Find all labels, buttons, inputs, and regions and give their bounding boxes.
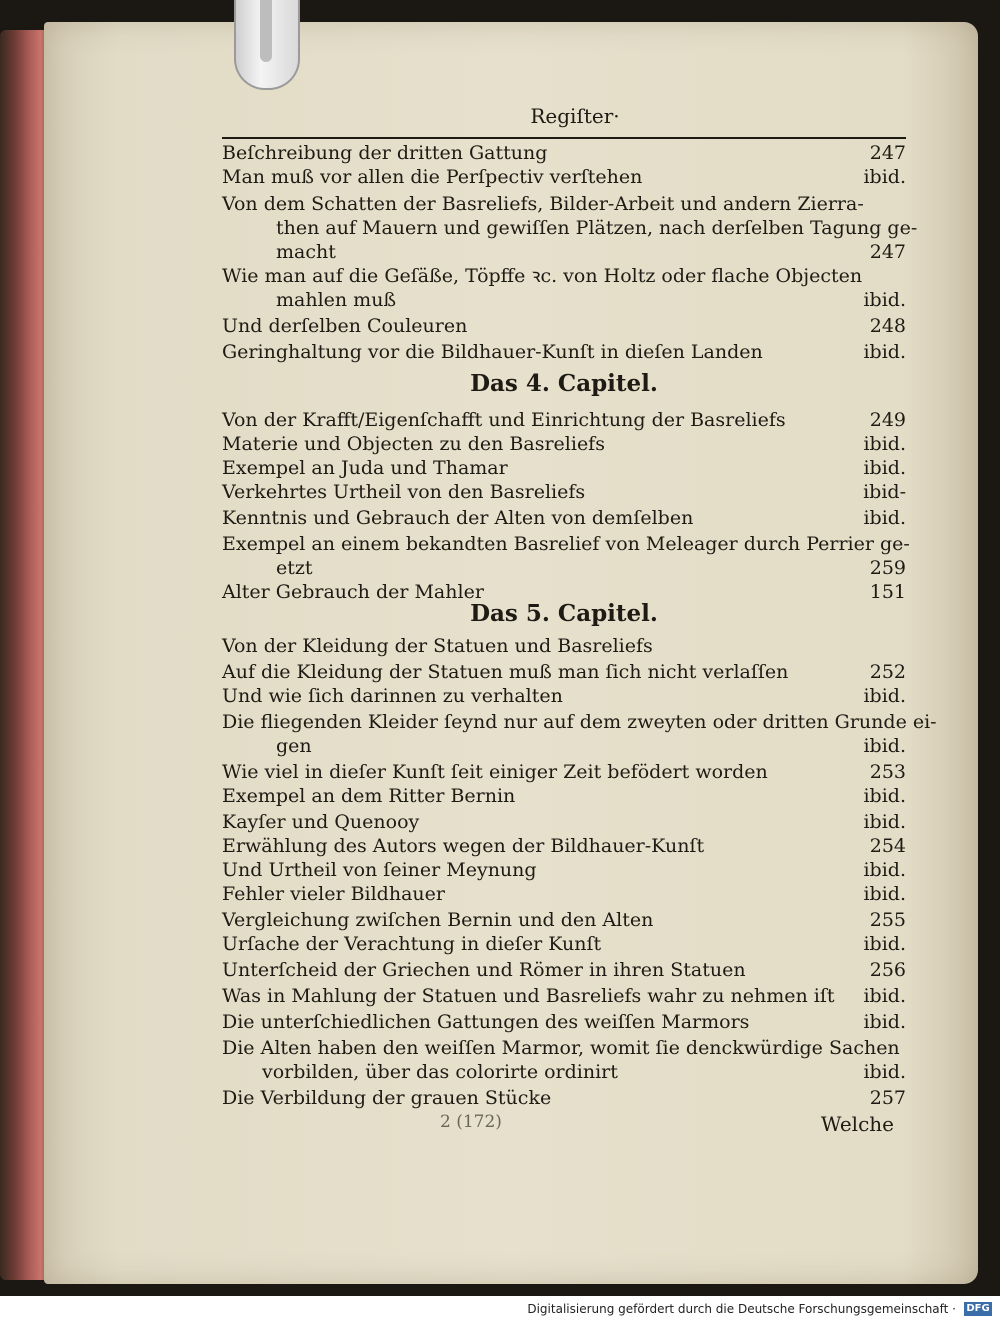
- index-entry: Geringhaltung vor die Bildhauer-Kunſt in dieſen Landen ibid.: [222, 341, 906, 363]
- index-entry: mahlen muß ibid.: [276, 289, 906, 311]
- index-entry: gen ibid.: [276, 735, 906, 757]
- index-entry: Kayſer und Quenooy ibid.: [222, 811, 906, 833]
- book-edge: [0, 30, 48, 1280]
- index-entry: then auf Mauern und gewiſſen Plätzen, nach derſelben Tagung ge-: [276, 217, 918, 239]
- index-entry: Alter Gebrauch der Mahler 151: [222, 581, 906, 603]
- index-entry: Und Urtheil von ſeiner Meynung ibid.: [222, 859, 906, 881]
- index-entry: vorbilden, über das colorirte ordinirt ibid.: [262, 1061, 906, 1083]
- index-entry: Kenntnis und Gebrauch der Alten von demſelben ibid.: [222, 507, 906, 529]
- index-entry: Und derſelben Couleuren 248: [222, 315, 906, 337]
- index-entry: Von der Kleidung der Statuen und Basreliefs: [222, 635, 653, 657]
- index-entry: Urſache der Verachtung in dieſer Kunſt ibid.: [222, 933, 906, 955]
- page-number: 2 (172): [440, 1112, 502, 1132]
- page-clip: [234, 0, 300, 90]
- footer-credit: Digitalisierung gefördert durch die Deutsche Forschungsgemeinschaft ·: [527, 1302, 956, 1316]
- index-entry: Wie viel in dieſer Kunſt ſeit einiger Zeit befödert worden 253: [222, 761, 906, 783]
- index-entry: Die fliegenden Kleider ſeynd nur auf dem zweyten oder dritten Grunde ei-: [222, 711, 937, 733]
- chapter-heading: Das 5. Capitel.: [470, 600, 658, 627]
- index-entry: Exempel an dem Ritter Bernin ibid.: [222, 785, 906, 807]
- index-entry: Exempel an einem bekandten Basrelief von Meleager durch Perrier ge-: [222, 533, 910, 555]
- index-entry: Man muß vor allen die Perſpectiv verſtehen ibid.: [222, 166, 906, 188]
- header-rule: [222, 137, 906, 139]
- index-entry: Und wie ſich darinnen zu verhalten ibid.: [222, 685, 906, 707]
- footer-bar: [0, 1296, 1000, 1322]
- index-entry: Von der Krafft/Eigenſchafft und Einrichtung der Basreliefs 249: [222, 409, 906, 431]
- index-entry: Beſchreibung der dritten Gattung 247: [222, 142, 906, 164]
- catchword: Welche: [820, 1112, 894, 1136]
- index-entry: Erwählung des Autors wegen der Bildhauer-Kunſt 254: [222, 835, 906, 857]
- index-entry: Was in Mahlung der Statuen und Basreliefs wahr zu nehmen iſt ibid.: [222, 985, 906, 1007]
- index-entry: Auf die Kleidung der Statuen muß man ſich nicht verlaſſen 252: [222, 661, 906, 683]
- chapter-heading: Das 4. Capitel.: [470, 370, 658, 397]
- dfg-logo: DFG: [964, 1302, 992, 1316]
- index-entry: Materie und Objecten zu den Basreliefs ibid.: [222, 433, 906, 455]
- index-entry: Die Alten haben den weiſſen Marmor, womit ſie denckwürdige Sachen: [222, 1037, 900, 1059]
- running-header: Regiſter·: [530, 104, 620, 128]
- index-entry: Exempel an Juda und Thamar ibid.: [222, 457, 906, 479]
- index-entry: Die Verbildung der grauen Stücke 257: [222, 1087, 906, 1109]
- index-entry: Unterſcheid der Griechen und Römer in ihren Statuen 256: [222, 959, 906, 981]
- index-entry: Verkehrtes Urtheil von den Basreliefs ibid-: [222, 481, 906, 503]
- index-entry: Wie man auf die Geſäße, Töpffe ꝛc. von Holtz oder flache Objecten: [222, 265, 863, 287]
- index-entry: Von dem Schatten der Basreliefs, Bilder-Arbeit und andern Zierra-: [222, 193, 864, 215]
- index-entry: Vergleichung zwiſchen Bernin und den Alten 255: [222, 909, 906, 931]
- index-entry: macht 247: [276, 241, 906, 263]
- index-entry: etzt 259: [276, 557, 906, 579]
- index-entry: Fehler vieler Bildhauer ibid.: [222, 883, 906, 905]
- index-entry: Die unterſchiedlichen Gattungen des weiſſen Marmors ibid.: [222, 1011, 906, 1033]
